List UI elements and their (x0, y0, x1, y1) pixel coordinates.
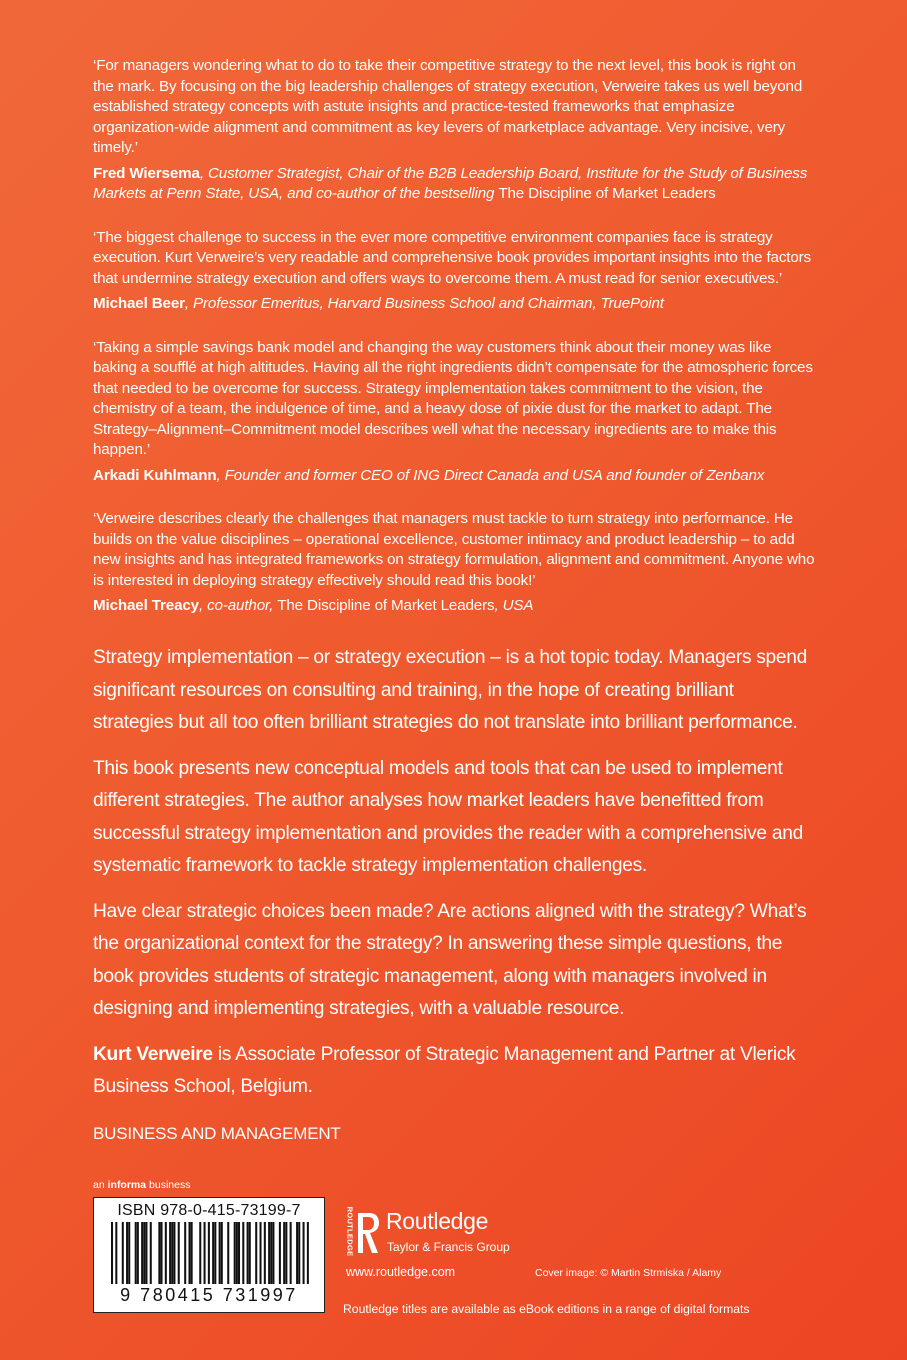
quote-author-role: , Professor Emeritus, Harvard Business School and Chairman, TruePoint (184, 295, 664, 312)
quote-author: Michael Treacy (93, 597, 199, 614)
barcode-bar (234, 1222, 236, 1284)
barcode-bar (214, 1222, 216, 1284)
barcode-bar (290, 1222, 292, 1284)
quote-author-role: , Founder and former CEO of ING Direct Canada and USA and founder of Zenbanx (216, 466, 765, 484)
barcode-bar (296, 1222, 298, 1284)
barcode-bar (307, 1222, 309, 1284)
barcode-bar (173, 1222, 175, 1284)
barcode-bar (169, 1222, 171, 1284)
barcode-bar (260, 1222, 262, 1284)
quote-book-title: The Discipline of Market Leaders (498, 185, 716, 202)
endorsements (93, 56, 815, 640)
book-description (93, 642, 815, 1117)
barcode-bar (227, 1222, 229, 1284)
barcode-bar (303, 1222, 305, 1284)
subject-category: BUSINESS AND MANAGEMENT (93, 1124, 341, 1143)
description-paragraph: This book presents new conceptual models and tools that can be used to implement different strategies. The author analyses how market leaders have benefitted from successful strategy implementation and provides the reader with a comprehensive and systematic framework to tackle strategy implementation challenges. (93, 757, 803, 876)
cover-image-credit: Cover image: © Martin Strmiska / Alamy (535, 1267, 722, 1279)
quote-author: Michael Beer (93, 295, 185, 312)
barcode-bar (238, 1222, 240, 1284)
barcode-bar (178, 1222, 180, 1284)
publisher-name: Routledge (386, 1208, 489, 1234)
barcode-bars (111, 1222, 309, 1284)
informa-tagline: an informa business (93, 1179, 191, 1191)
quote-author: Fred Wiersema (93, 164, 200, 182)
barcode-bar (236, 1222, 238, 1284)
quote-author: Arkadi Kuhlmann (93, 466, 217, 484)
quote-suffix: , USA (494, 597, 534, 614)
quote-text: ‘For managers wondering what to do to take their competitive strategy to the next level, this book is right on the mark. By focusing on the big leadership challenges of strategy execution, Verweire takes us well beyond established strategy concepts with astute insights and practice-tested frameworks that emphasize organization-wide alignment and commitment as key levers of marketplace advantage. Very incisive, very timely.’ (93, 57, 803, 156)
quote-attribution (93, 466, 815, 487)
barcode-bar (122, 1222, 124, 1284)
barcode-bar (242, 1222, 244, 1284)
barcode-bar (111, 1222, 113, 1284)
barcode-bar (219, 1222, 221, 1284)
quote-book-title: The Discipline of Market Leaders (277, 597, 495, 614)
barcode-bar (143, 1222, 145, 1284)
publisher-website[interactable]: www.routledge.com (346, 1265, 456, 1279)
author-name: Kurt Verweire (93, 1043, 213, 1065)
description-paragraph: Strategy implementation – or strategy execution – is a hot topic today. Managers spend significant resources on consulting and training, in the hope of creating brilliant strategies but all too often brilliant strategies do not translate into brilliant performance. (93, 647, 808, 733)
quote-author-role: , Customer Strategist, Chair of the B2B Leadership Board, Institute for the Study of Business Markets at Penn State, USA, and co-author of the bestselling (93, 164, 808, 202)
barcode-bar (247, 1222, 249, 1284)
publisher-logo (343, 1207, 523, 1261)
barcode-bar (285, 1222, 287, 1284)
barcode-bar (115, 1222, 117, 1284)
barcode-bar (145, 1222, 147, 1284)
barcode-bar (208, 1222, 210, 1284)
quote-author-role: , co-author, (198, 597, 278, 614)
publisher-vertical-label: ROUTLEDGE (345, 1206, 355, 1257)
barcode-bar (264, 1222, 266, 1284)
barcode-bar (150, 1222, 152, 1284)
barcode-bar (191, 1222, 193, 1284)
isbn-label: ISBN 978-0-415-73199-7 (117, 1202, 301, 1219)
barcode-bar (199, 1222, 201, 1284)
barcode-bar (137, 1222, 139, 1284)
quote-attribution (93, 596, 815, 617)
barcode-bar (128, 1222, 130, 1284)
description-paragraph: Have clear strategic choices been made? Are actions aligned with the strategy? What’s the organizational context for the strategy? In answering these simple questions, the book provides students of strategic management, along with managers involved in designing and implementing strategies, with a valuable resource. (93, 900, 807, 1019)
barcode-bar (161, 1222, 163, 1284)
barcode-bar (283, 1222, 285, 1284)
quote-attribution (93, 164, 815, 205)
isbn-digits: 9 780415 731997 (120, 1285, 298, 1305)
barcode-bar (135, 1222, 137, 1284)
barcode-bar (279, 1222, 281, 1284)
endorsement (93, 338, 815, 487)
endorsement (93, 228, 815, 315)
endorsement (93, 509, 815, 617)
barcode-bar (212, 1222, 214, 1284)
quote-text: ‘The biggest challenge to success in the ever more competitive environment companies face is strategy execution. Kurt Verweire’s very readable and comprehensive book provides important insights into the factors that undermine strategy execution and offers ways to overcome them. A must read for senior executives.’ (93, 228, 811, 287)
quote-text: ‘Verweire describes clearly the challenges that managers must tackle to turn strategy into performance. He builds on the value disciplines – operational excellence, customer intimacy and product leadership – to add new insights and has integrated frameworks on strategy formulation, alignment and commitment. Anyone who is interested in deploying strategy effectively should read this book!’ (93, 510, 815, 589)
barcode-bar (298, 1222, 300, 1284)
endorsement (93, 56, 815, 205)
barcode-bar (141, 1222, 143, 1284)
barcode-bar (184, 1222, 186, 1284)
barcode-bar (126, 1222, 128, 1284)
barcode-bar (221, 1222, 223, 1284)
quote-attribution (93, 294, 815, 315)
barcode-bar (268, 1222, 270, 1284)
barcode-bar (249, 1222, 251, 1284)
barcode-bar (188, 1222, 190, 1284)
isbn-barcode (93, 1197, 325, 1313)
barcode-bar (255, 1222, 257, 1284)
barcode-bar (204, 1222, 206, 1284)
quote-text: ‘Taking a simple savings bank model and changing the way customers think about their money was like baking a soufflé at high altitudes. Having all the right ingredients didn’t compensate for the atmospheric forces that needed to be overcome for success. Strategy implementation takes commitment to the vision, the chemistry of a team, the indulgence of time, and a heavy dose of pixie dust for the market to adapt. The Strategy–Alignment–Commitment model describes well what the necessary ingredients are to make this happen.’ (93, 338, 813, 458)
barcode-bar (165, 1222, 167, 1284)
barcode-bar (158, 1222, 160, 1284)
barcode-bar (270, 1222, 272, 1284)
barcode-bar (171, 1222, 173, 1284)
routledge-r-icon (355, 1209, 381, 1257)
ebook-note: Routledge titles are available as eBook editions in a range of digital formats (343, 1302, 750, 1316)
informa-brand: informa (107, 1179, 147, 1191)
author-bio-text: is Associate Professor of Strategic Management and Partner at Vlerick Business School, Belgium. (93, 1043, 796, 1097)
publisher-group: Taylor & Francis Group (387, 1240, 510, 1254)
author-bio (93, 1039, 815, 1104)
barcode-bar (272, 1222, 274, 1284)
